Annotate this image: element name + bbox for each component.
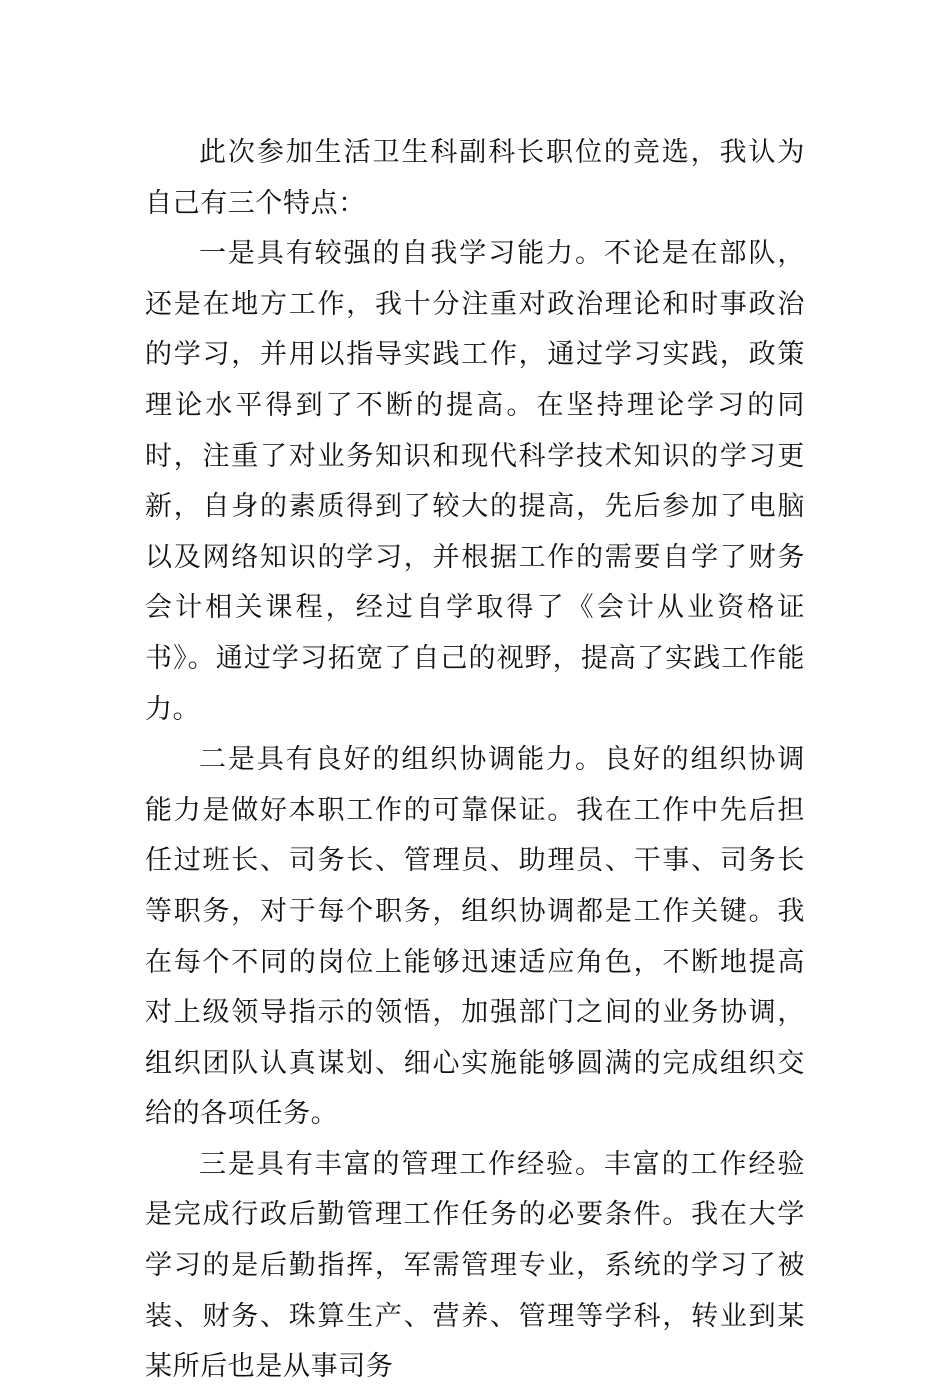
paragraph-coordination-ability: 二是具有良好的组织协调能力。良好的组织协调能力是做好本职工作的可靠保证。我在工作中先后担任过班长、司务长、管理员、助理员、干事、司务长等职务，对于每个职务，组织协调都是工作关键。我在每个不同的岗位上能够迅速适应角色，不断地提高对上级领导指示的领悟，加强部门之间的业务协调，组织团队认真谋划、细心实施能够圆满的完成组织交给的各项任务。 <box>145 744 805 1130</box>
paragraph-learning-ability: 一是具有较强的自我学习能力。不论是在部队，还是在地方工作，我十分注重对政治理论和时事政治的学习，并用以指导实践工作，通过学习实践，政策理论水平得到了不断的提高。在坚持理论学习的同时，注重了对业务知识和现代科学技术知识的学习更新，自身的素质得到了较大的提高，先后参加了电脑以及网络知识的学习，并根据工作的需要自学了财务会计相关课程，经过自学取得了《会计从业资格证书》。通过学习拓宽了自己的视野，提高了实践工作能力。 <box>145 238 805 725</box>
document-body <box>145 128 805 1393</box>
paragraph-management-experience: 三是具有丰富的管理工作经验。丰富的工作经验是完成行政后勤管理工作任务的必要条件。我在大学学习的是后勤指挥，军需管理专业，系统的学习了被装、财务、珠算生产、营养、管理等学科，转业到某某所后也是从事司务 <box>145 1148 805 1383</box>
paragraph-intro: 此次参加生活卫生科副科长职位的竞选，我认为自己有三个特点： <box>145 137 805 219</box>
